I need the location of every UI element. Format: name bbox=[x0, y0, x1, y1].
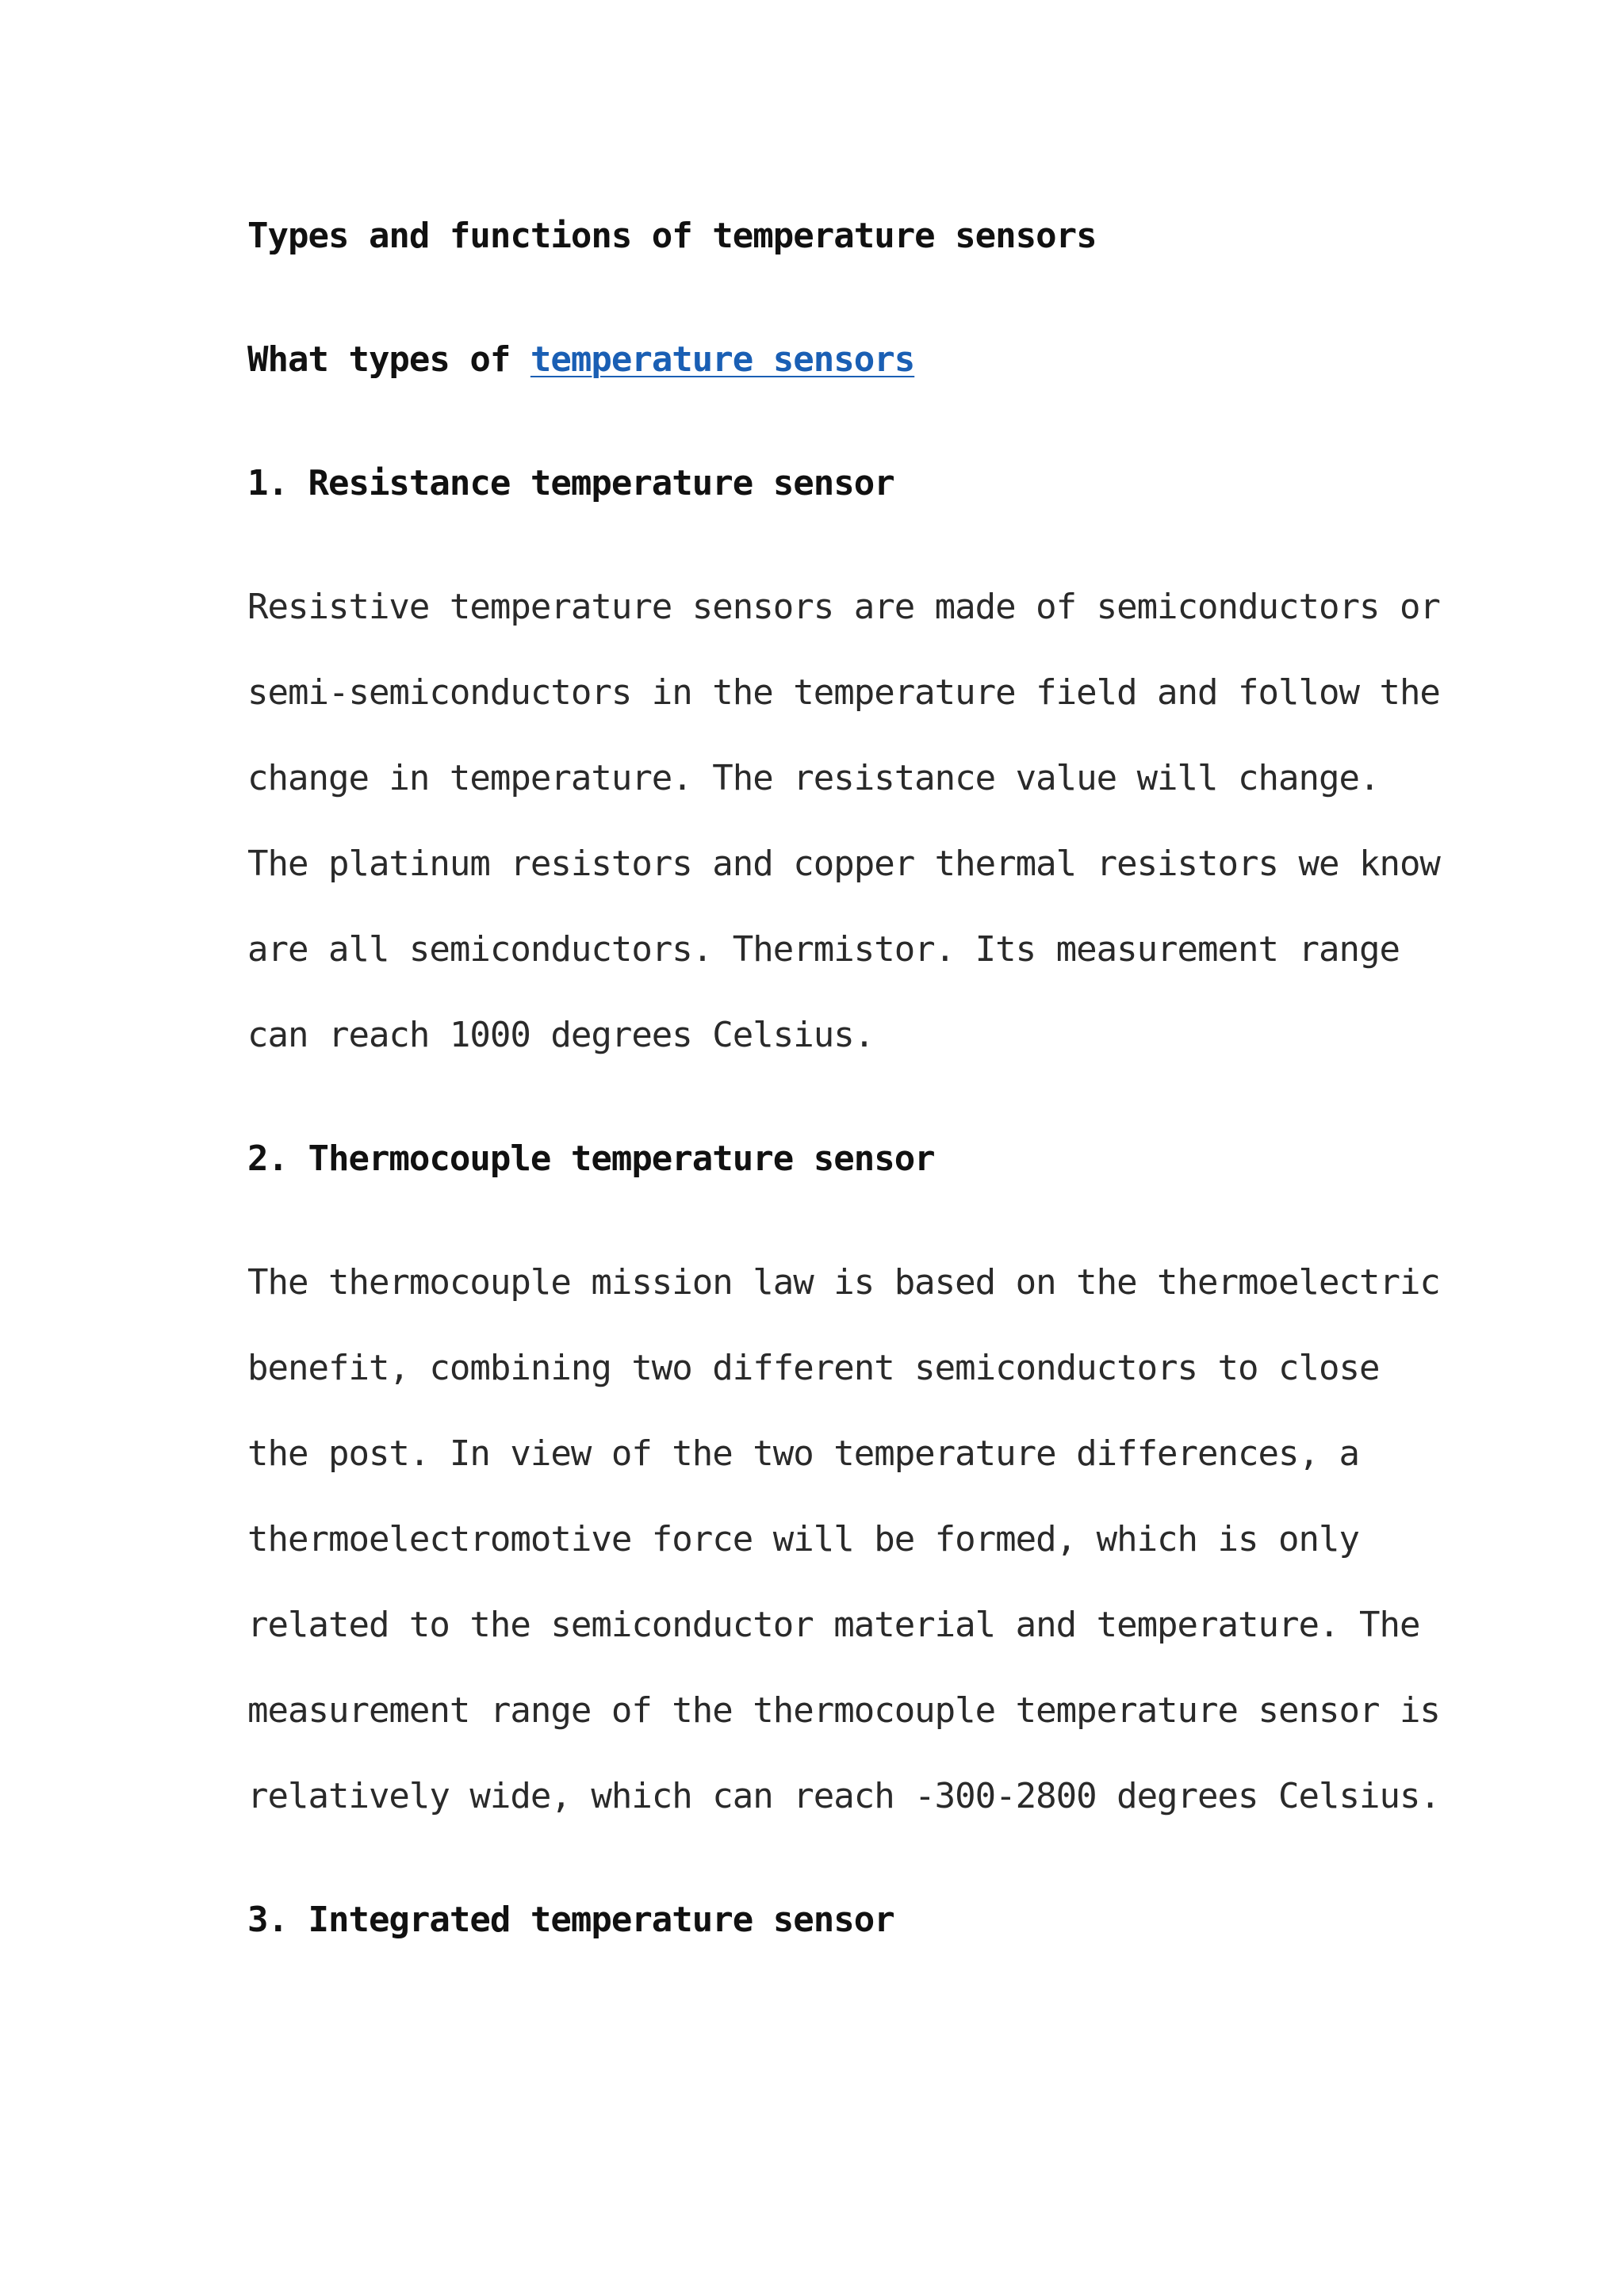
paragraph-line: The platinum resistors and copper thermal resistors we know bbox=[247, 844, 1440, 884]
section-heading-resistance: 1. Resistance temperature sensor bbox=[247, 463, 894, 503]
section-heading-thermocouple: 2. Thermocouple temperature sensor bbox=[247, 1138, 935, 1179]
paragraph-line: are all semiconductors. Thermistor. Its measurement range bbox=[247, 929, 1400, 970]
section-paragraph-resistance bbox=[247, 564, 1440, 1078]
paragraph-line: related to the semiconductor material and temperature. The bbox=[247, 1605, 1420, 1645]
temperature-sensors-link[interactable]: temperature sensors bbox=[530, 339, 915, 380]
paragraph-line: benefit, combining two different semiconductors to close bbox=[247, 1348, 1380, 1388]
paragraph-line: change in temperature. The resistance value will change. bbox=[247, 758, 1380, 798]
document-content bbox=[247, 212, 1440, 2020]
paragraph-line: can reach 1000 degrees Celsius. bbox=[247, 1015, 875, 1055]
paragraph-line: Resistive temperature sensors are made of semiconductors or bbox=[247, 587, 1440, 627]
document-subtitle bbox=[247, 336, 1405, 384]
subtitle-prefix: What types of bbox=[247, 339, 530, 380]
section-heading-integrated: 3. Integrated temperature sensor bbox=[247, 1900, 894, 1940]
paragraph-line: thermoelectromotive force will be formed, which is only bbox=[247, 1519, 1359, 1559]
paragraph-line: measurement range of the thermocouple temperature sensor is bbox=[247, 1690, 1440, 1731]
document-title: Types and functions of temperature sensors bbox=[247, 216, 1097, 256]
section-paragraph-thermocouple bbox=[247, 1240, 1440, 1839]
paragraph-line: relatively wide, which can reach -300-2800 degrees Celsius. bbox=[247, 1776, 1440, 1816]
paragraph-line: semi-semiconductors in the temperature field and follow the bbox=[247, 672, 1440, 713]
paragraph-line: The thermocouple mission law is based on the thermoelectric bbox=[247, 1262, 1440, 1303]
paragraph-line: the post. In view of the two temperature differences, a bbox=[247, 1433, 1359, 1474]
